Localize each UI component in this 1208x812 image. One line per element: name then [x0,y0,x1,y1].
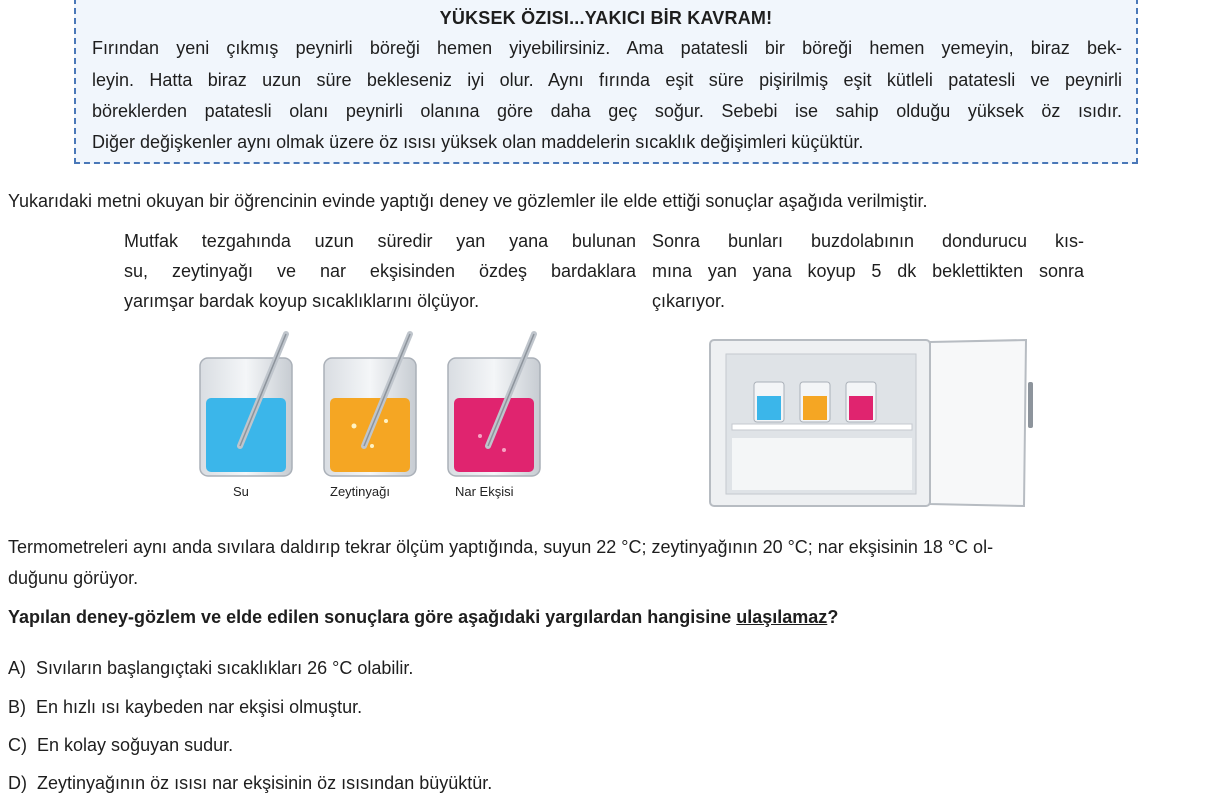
option-c[interactable] [8,735,233,756]
option-letter: A) [8,658,26,678]
question-suffix: ? [827,607,839,627]
option-letter: B) [8,697,26,717]
option-text: Sıvıların başlangıçtaki sıcaklıkları 26 °C olabilir. [36,658,414,678]
info-box-line: Diğer değişkenler aynı olmak üzere öz ısısı yüksek olan maddelerin sıcaklık değişimleri küçüktür. [92,132,864,152]
left-paragraph-line: su, zeytinyağı ve nar ekşisinden özdeş bardaklara [124,261,636,281]
right-paragraph-line: mına yan yana koyup 5 dk beklettikten sonra [652,261,1084,281]
beaker-pomegranate [448,334,540,476]
beakers-illustration [190,326,550,482]
right-paragraph-line: Sonra bunları buzdolabının dondurucu kıs- [652,231,1084,251]
beaker-label-water: Su [233,484,249,499]
info-box-title: YÜKSEK ÖZISI...YAKICI BİR KAVRAM! [439,8,773,28]
option-d[interactable] [8,773,492,794]
right-paragraph-line: çıkarıyor. [652,291,726,311]
beaker-label-pomegranate: Nar Ekşisi [455,484,514,499]
option-b[interactable] [8,697,362,718]
option-text: Zeytinyağının öz ısısı nar ekşisinin öz ısısından büyüktür. [37,773,493,793]
info-box-line: leyin. Hatta biraz uzun süre bekleseniz iyi olur. Aynı fırında eşit süre pişirilmiş eşit kütleli patatesli ve peynirli [92,70,1122,90]
info-box-line: böreklerden patatesli olanı peynirli olanına göre daha geç soğur. Sebebi ise sahip olduğu yüksek öz ısıdır. [92,101,1122,121]
question-underlined: ulaşılamaz [736,607,828,627]
info-box [74,0,1138,164]
measurement-line: Termometreleri aynı anda sıvılara daldırıp tekrar ölçüm yaptığında, suyun 22 °C; zeytinyağının 20 °C; nar ekşisinin 18 °C ol- [8,537,994,557]
intro-text: Yukarıdaki metni okuyan bir öğrencinin evinde yaptığı deney ve gözlemler ile elde ettiği sonuçlar aşağıda verilmiştir. [8,191,928,211]
option-text: En kolay soğuyan sudur. [37,735,234,755]
beaker-label-oil: Zeytinyağı [330,484,390,499]
option-a[interactable] [8,658,413,679]
question-stem [8,607,838,628]
freezer-illustration [708,338,1036,508]
option-letter: D) [8,773,27,793]
left-paragraph-line: yarımşar bardak koyup sıcaklıklarını ölçüyor. [124,291,480,311]
right-paragraph [652,226,1084,316]
measurement-line: duğunu görüyor. [8,568,139,588]
option-letter: C) [8,735,27,755]
beaker-water [200,334,292,476]
option-text: En hızlı ısı kaybeden nar ekşisi olmuştur. [36,697,363,717]
left-paragraph-line: Mutfak tezgahında uzun süredir yan yana bulunan [124,231,636,251]
question-prefix: Yapılan deney-gözlem ve elde edilen sonuçlara göre aşağıdaki yargılardan hangisine [8,607,737,627]
info-box-line: Fırından yeni çıkmış peynirli böreği hemen yiyebilirsiniz. Ama patatesli bir böreği hemen yemeyin, biraz bek- [92,38,1122,58]
left-paragraph [124,226,636,316]
beaker-oil [324,334,416,476]
